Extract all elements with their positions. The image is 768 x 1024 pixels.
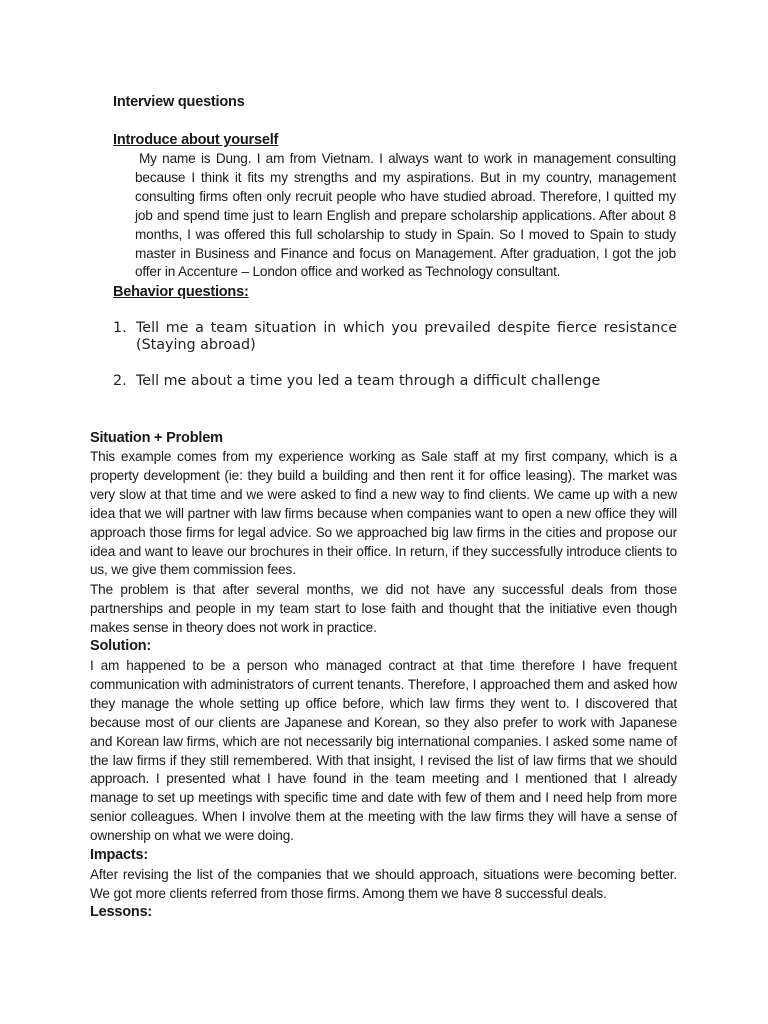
question-item [113,320,678,356]
problem-paragraph: The problem is that after several months, we did not have any successful deals from those partnerships and people in my team start to lose faith and thought that the initiative even though makes sense in theory does not work in practice. [90,582,677,635]
question-item [113,373,678,391]
document-title: Interview questions [113,94,245,110]
intro-paragraph: My name is Dung. I am from Vietnam. I always want to work in management consulting because I think it fits my strengths and my aspirations. But in my country, management consulting firms often only recruit people who have studied abroad. Therefore, I quitted my job and spend time just to learn English and prepare scholarship applications. After about 8 months, I was offered this full scholarship to study in Spain. So I moved to Spain to study master in Business and Finance and focus on Management. After graduation, I got the job offer in Accenture – London office and worked as Technology consultant. [135,151,676,280]
question-number: 2. [113,373,127,389]
lessons-heading: Lessons: [90,904,153,920]
question-text: Tell me about a time you led a team through a difficult challenge [136,373,601,389]
intro-heading: Introduce about yourself [113,132,279,148]
impacts-paragraph: After revising the list of the companies that we should approach, situations were becoming better. We got more clients referred from those firms. Among them we have 8 successful deals. [90,867,677,901]
behavior-heading: Behavior questions: [113,284,249,300]
situation-paragraph: This example comes from my experience working as Sale staff at my first company, which is a property development (ie: they build a building and then rent it for office leasing). The market was very slow at that time and we were asked to find a new way to find clients. We came up with a new idea that we will partner with law firms because when companies want to open a new office they will approach those firms for legal advice. So we approached big law firms in the cities and propose our idea and want to leave our brochures in their office. In return, if they successfully introduce clients to us, we give them commission fees. [90,449,677,578]
situation-heading: Situation + Problem [90,430,223,446]
question-text: Tell me a team situation in which you prevailed despite fierce resistance (Staying abroad) [136,320,677,353]
impacts-heading: Impacts: [90,847,149,863]
solution-heading: Solution: [90,638,152,654]
solution-paragraph: I am happened to be a person who managed contract at that time therefore I have frequent communication with administrators of current tenants. Therefore, I approached them and asked how they manage the whole setting up office before, which law firms they went to. I discovered that because most of our clients are Japanese and Korean, so they also prefer to work with Japanese and Korean law firms, which are not necessarily big international companies. I asked some name of the law firms if they still remembered. With that insight, I revised the list of law firms that we should approach. I presented what I have found in the team meeting and I mentioned that I already manage to set up meetings with specific time and date with few of them and I need help from more senior colleagues. When I involve them at the meeting with the law firms they will have a sense of ownership on what we were doing. [90,658,677,844]
question-number: 1. [113,320,127,336]
